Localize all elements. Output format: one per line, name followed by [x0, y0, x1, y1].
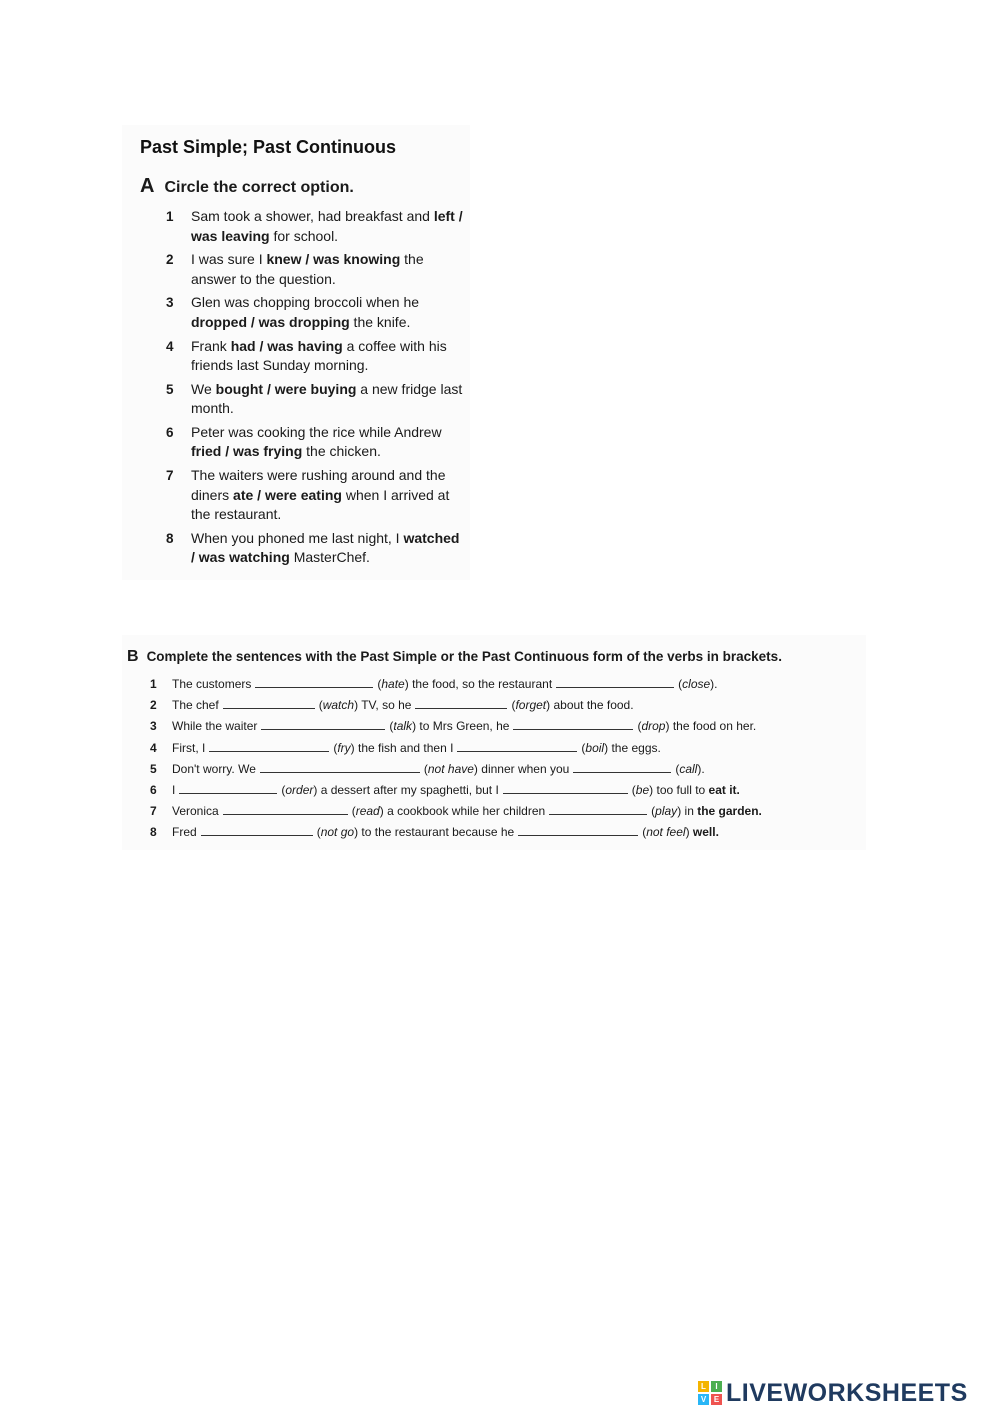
- item-number: 8: [166, 530, 174, 546]
- option-b[interactable]: were buying: [274, 380, 357, 397]
- section-a-list: [166, 207, 466, 572]
- item-number: 6: [166, 424, 174, 440]
- item-text: the food, so the restaurant: [412, 677, 553, 691]
- item-number: 5: [166, 381, 174, 397]
- item-text: MasterChef.: [289, 549, 370, 566]
- item-text: First, I: [172, 740, 206, 755]
- exercise-a-item: [166, 423, 466, 462]
- answer-blank[interactable]: [255, 677, 373, 688]
- item-number: 6: [150, 782, 157, 797]
- answer-blank[interactable]: [179, 783, 277, 794]
- verb: order: [285, 782, 314, 797]
- verb: forget: [515, 698, 547, 713]
- logo-text: LIVEWORKSHEETS: [726, 1378, 968, 1407]
- item-number: 1: [166, 209, 174, 224]
- item-text: too full to: [656, 782, 709, 797]
- verb-hint: (forget): [511, 698, 554, 713]
- exercise-b-item: [150, 718, 870, 734]
- verb: drop: [641, 719, 666, 734]
- item-text: the answer to the question.: [191, 251, 424, 287]
- option-separator: /: [253, 486, 265, 503]
- option-a[interactable]: ate: [233, 486, 254, 503]
- item-number: 2: [166, 252, 174, 268]
- verb: not go: [320, 825, 355, 840]
- item-text: Glen was chopping broccoli when he: [191, 294, 420, 311]
- verb: not feel: [646, 825, 686, 840]
- item-text: Fred: [172, 825, 197, 840]
- option-b[interactable]: was dropping: [258, 313, 350, 330]
- exercise-b-item: [150, 782, 870, 798]
- item-number: 1: [150, 677, 157, 691]
- verb: talk: [393, 719, 413, 734]
- section-b-list: [150, 676, 870, 846]
- option-separator: /: [191, 549, 199, 566]
- exercise-a-item: [166, 529, 466, 568]
- verb-hint: (not go): [316, 825, 362, 840]
- item-text: dinner when you: [481, 761, 570, 776]
- section-b-letter: B: [127, 648, 139, 665]
- verb: play: [655, 804, 678, 819]
- logo-mark-cell: E: [711, 1394, 722, 1405]
- item-text: I was sure I: [191, 251, 267, 268]
- option-separator: /: [247, 313, 259, 330]
- option-a[interactable]: knew: [266, 251, 302, 268]
- verb: boil: [585, 740, 605, 755]
- logo-mark-cell: V: [698, 1394, 709, 1405]
- item-text-bold: well.: [692, 825, 719, 840]
- verb: fry: [337, 740, 351, 755]
- item-text: We: [191, 380, 216, 397]
- item-text: .: [701, 761, 705, 776]
- exercise-b-item: [150, 824, 870, 840]
- item-text: the knife.: [349, 313, 411, 330]
- item-text-bold: eat it.: [708, 782, 740, 797]
- verb-hint: (read): [351, 804, 388, 819]
- option-separator: /: [263, 380, 275, 397]
- item-text: The customers: [172, 677, 252, 691]
- item-number: 7: [166, 468, 174, 484]
- answer-blank[interactable]: [415, 698, 507, 709]
- verb-hint: (hate): [377, 677, 413, 691]
- verb-hint: (close): [678, 677, 715, 691]
- section-a-letter: A: [140, 175, 155, 197]
- item-text: a dessert after my spaghetti, but I: [320, 782, 499, 797]
- item-text: for school.: [269, 227, 339, 244]
- verb: be: [635, 782, 650, 797]
- item-number: 4: [166, 338, 174, 354]
- item-number: 5: [150, 761, 157, 776]
- verb-hint: (not have): [423, 761, 482, 776]
- item-number: 2: [150, 698, 157, 713]
- option-separator: /: [255, 337, 268, 354]
- exercise-a-item: [166, 293, 466, 332]
- item-number: 3: [166, 295, 174, 311]
- option-b[interactable]: was frying: [233, 443, 303, 460]
- answer-blank[interactable]: [503, 783, 628, 794]
- exercise-a-item: [166, 250, 466, 289]
- verb-hint: (be): [631, 782, 657, 797]
- verb: read: [355, 804, 380, 819]
- item-number: 3: [150, 719, 157, 734]
- item-text: about the food.: [553, 698, 634, 713]
- item-text: Frank: [191, 337, 231, 354]
- answer-blank[interactable]: [201, 825, 313, 836]
- option-b[interactable]: was watching: [198, 549, 290, 566]
- option-b[interactable]: were eating: [264, 486, 342, 503]
- answer-blank[interactable]: [209, 741, 329, 752]
- item-text: The chef: [172, 698, 219, 713]
- verb: close: [682, 677, 711, 691]
- option-separator: /: [221, 443, 234, 460]
- answer-blank[interactable]: [513, 719, 633, 730]
- item-text: the chicken.: [302, 443, 381, 460]
- item-text: a cookbook while her children: [387, 804, 546, 819]
- logo-mark-cell: L: [698, 1381, 709, 1392]
- item-text: Veronica: [172, 804, 219, 819]
- exercise-a-item: [166, 207, 466, 246]
- answer-blank[interactable]: [549, 804, 647, 815]
- item-text: Peter was cooking the rice while Andrew: [191, 423, 442, 440]
- section-a-heading: [140, 175, 354, 198]
- item-text: TV, so he: [361, 698, 412, 713]
- option-a[interactable]: fried: [191, 443, 222, 460]
- verb-hint: (order): [281, 782, 321, 797]
- option-separator: /: [454, 208, 463, 224]
- exercise-b-item: [150, 761, 870, 777]
- option-a[interactable]: dropped: [191, 313, 247, 330]
- item-text: I: [172, 782, 176, 797]
- answer-blank[interactable]: [518, 825, 638, 836]
- exercise-a-item: [166, 380, 466, 419]
- exercise-b-item: [150, 676, 870, 692]
- option-b[interactable]: was having: [267, 337, 343, 354]
- verb-hint: (call): [675, 761, 702, 776]
- item-text: the food on her.: [672, 719, 757, 734]
- item-text: in: [684, 804, 698, 819]
- exercise-b-item: [150, 740, 870, 756]
- logo-mark-icon: [698, 1381, 722, 1405]
- verb: not have: [427, 761, 474, 776]
- item-number: 8: [150, 825, 157, 840]
- item-text: a new fridge last month.: [191, 380, 463, 417]
- item-text-bold: the garden.: [697, 804, 762, 819]
- option-a[interactable]: had: [230, 337, 256, 354]
- answer-blank[interactable]: [223, 804, 348, 815]
- option-b[interactable]: was knowing: [313, 251, 401, 268]
- item-text: When you phoned me last night, I: [191, 529, 404, 546]
- option-separator: /: [301, 251, 314, 268]
- item-number: 7: [150, 804, 157, 819]
- item-text: to Mrs Green, he: [419, 719, 510, 734]
- item-text: a coffee with his friends last Sunday morning.: [191, 337, 447, 374]
- logo-mark-cell: I: [711, 1381, 722, 1392]
- exercise-b-item: [150, 697, 870, 713]
- verb-hint: (fry): [333, 740, 359, 755]
- answer-blank[interactable]: [556, 677, 674, 688]
- verb: call: [679, 761, 698, 776]
- verb-hint: (play): [651, 804, 685, 819]
- item-text: While the waiter: [172, 719, 258, 734]
- item-text: The waiters were rushing around and the diners: [191, 467, 446, 503]
- item-text: .: [714, 677, 718, 691]
- verb: watch: [322, 698, 355, 713]
- verb-hint: (watch): [318, 698, 362, 713]
- item-text: the fish and then I: [358, 740, 454, 755]
- item-text: when I arrived at the restaurant.: [191, 486, 450, 523]
- answer-blank[interactable]: [223, 698, 315, 709]
- section-a-instruction: Circle the correct option.: [164, 179, 354, 196]
- item-text: Sam took a shower, had breakfast and: [191, 208, 434, 224]
- verb: hate: [381, 677, 405, 691]
- answer-blank[interactable]: [457, 741, 577, 752]
- verb-hint: (drop): [637, 719, 673, 734]
- item-text: to the restaurant because he: [361, 825, 515, 840]
- liveworksheets-logo[interactable]: [698, 1378, 968, 1408]
- item-text: the eggs.: [611, 740, 661, 755]
- option-a[interactable]: bought: [215, 380, 264, 397]
- verb-hint: (boil): [581, 740, 612, 755]
- answer-blank[interactable]: [573, 762, 671, 773]
- option-a[interactable]: watched: [403, 529, 460, 546]
- exercise-a-item: [166, 466, 466, 525]
- section-b-instruction: Complete the sentences with the Past Simple or the Past Continuous form of the verbs in brackets.: [146, 649, 782, 664]
- section-b-heading: [127, 648, 782, 666]
- exercise-b-item: [150, 803, 870, 819]
- item-text: Don't worry. We: [172, 761, 256, 776]
- item-number: 4: [150, 740, 157, 755]
- exercise-a-item: [166, 337, 466, 376]
- page-title: Past Simple; Past Continuous: [140, 137, 397, 157]
- answer-blank[interactable]: [260, 762, 420, 773]
- option-a[interactable]: left: [433, 208, 455, 224]
- answer-blank[interactable]: [261, 719, 385, 730]
- verb-hint: (not feel): [642, 825, 693, 840]
- option-b[interactable]: was leaving: [191, 227, 270, 244]
- verb-hint: (talk): [389, 719, 420, 734]
